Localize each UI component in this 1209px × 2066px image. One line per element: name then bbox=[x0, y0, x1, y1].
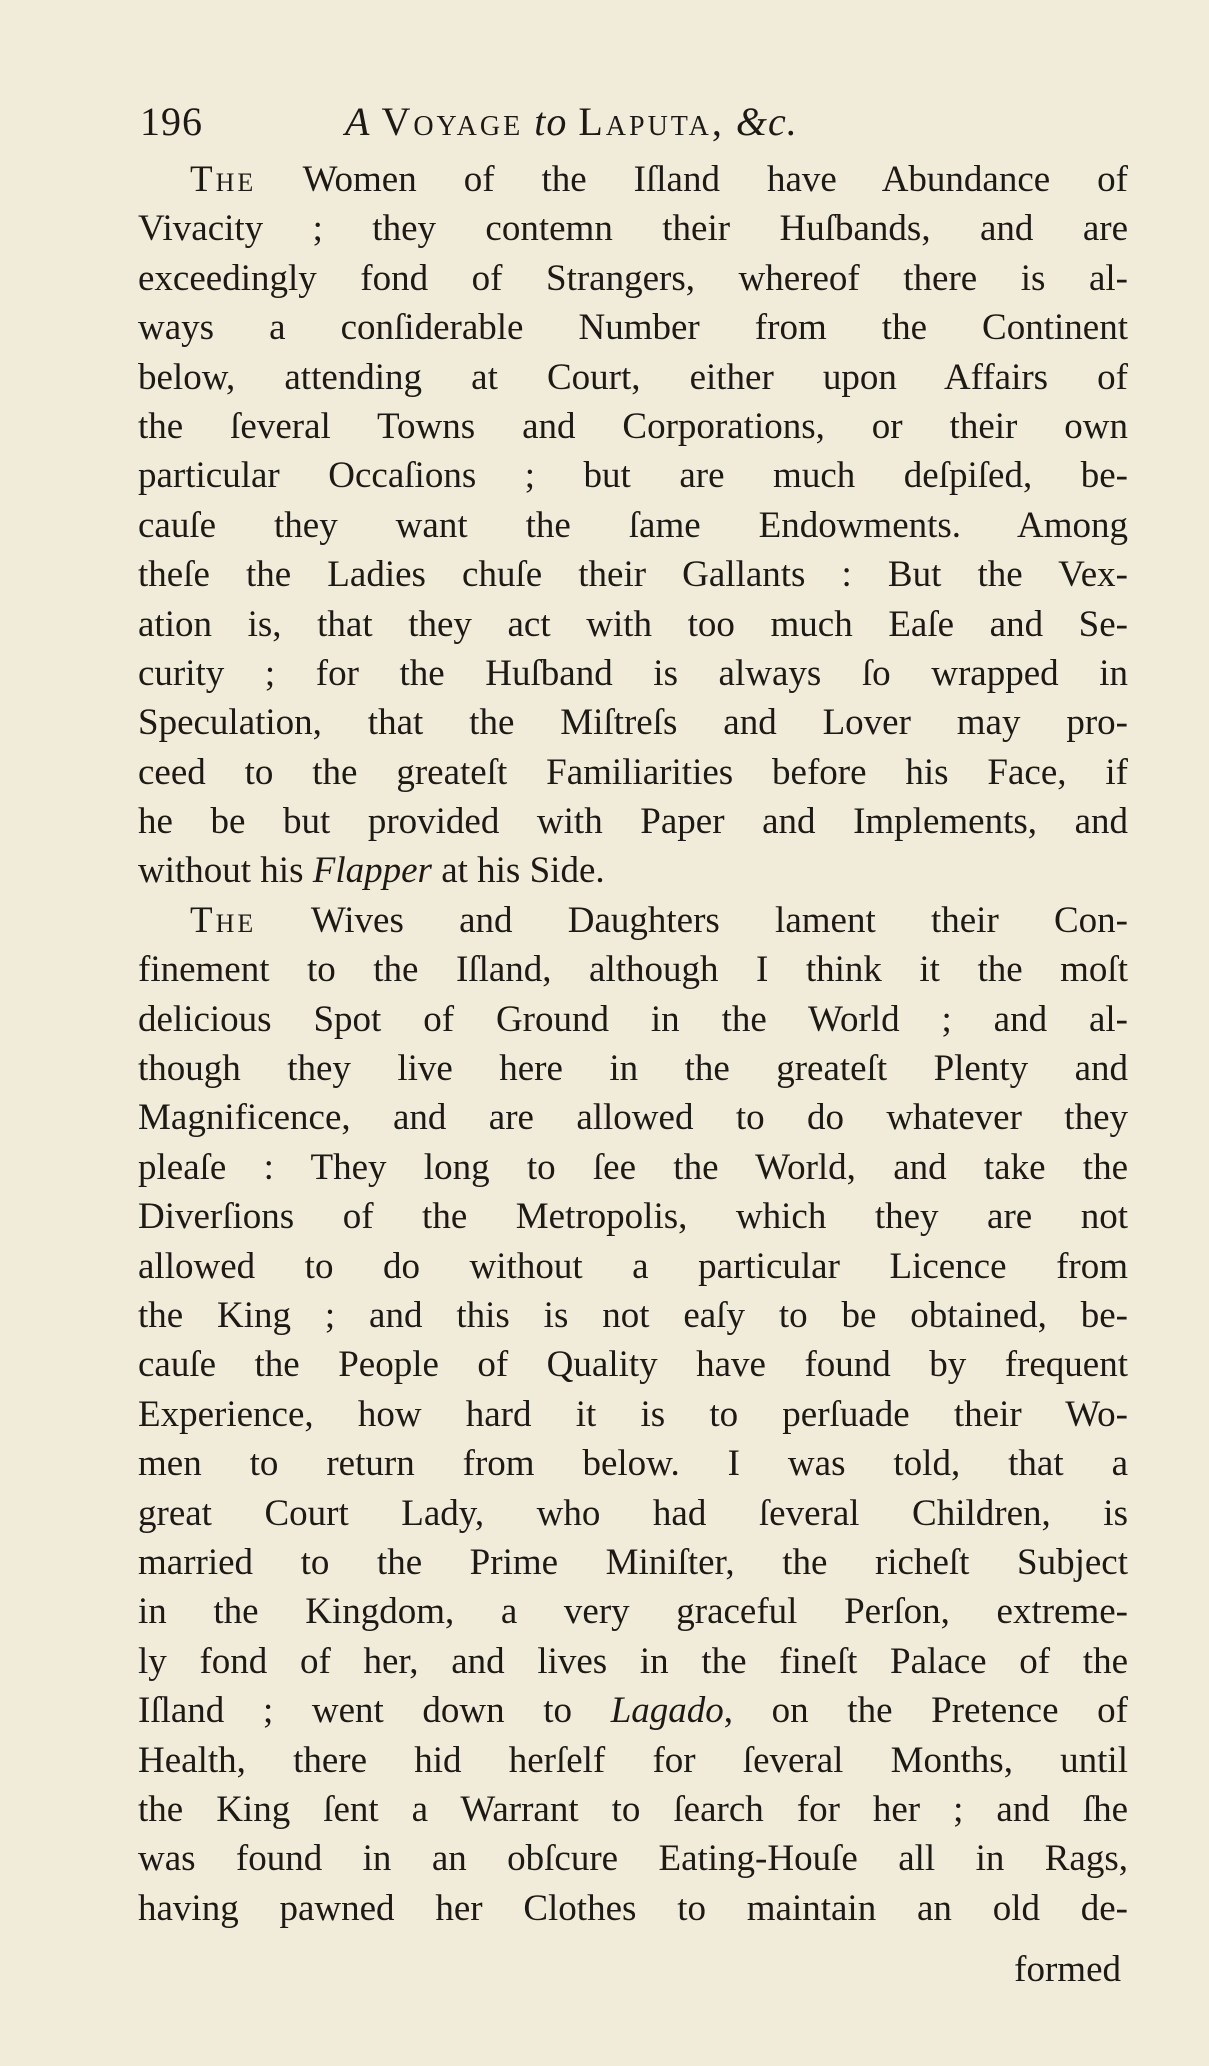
text-line: Speculation, that the Miſtreſs and Lover may pro- bbox=[138, 702, 1128, 744]
text-line: married to the Prime Miniſter, the richeſt Subject bbox=[138, 1541, 1128, 1583]
text-line: Magnificence, and are allowed to do whatever they bbox=[138, 1097, 1128, 1139]
text-line: though they live here in the greateſt Plenty and bbox=[138, 1048, 1128, 1090]
text-line bbox=[138, 155, 1128, 204]
line-text: Women of the Iſland have Abundance of bbox=[256, 159, 1128, 200]
text-line: great Court Lady, who had ſeveral Children, is bbox=[138, 1492, 1128, 1534]
text-line: in the Kingdom, a very graceful Perſon, extreme- bbox=[138, 1591, 1128, 1633]
text-line: pleaſe : They long to ſee the World, and take the bbox=[138, 1146, 1128, 1188]
text-line: ceed to the greateſt Familiarities before his Face, if bbox=[138, 751, 1128, 793]
line-text: Wives and Daughters lament their Con- bbox=[256, 899, 1128, 941]
text-line: allowed to do without a particular Licence from bbox=[138, 1245, 1128, 1287]
title-to: to bbox=[534, 99, 568, 144]
text-line: was found in an obſcure Eating-Houſe all in Rags, bbox=[138, 1838, 1128, 1880]
page-number: 196 bbox=[140, 99, 203, 144]
text-line bbox=[138, 1686, 1128, 1735]
text-line: finement to the Iſland, although I think it the moſt bbox=[138, 949, 1128, 991]
text-line: Health, there hid herſelf for ſeveral Months, until bbox=[138, 1739, 1128, 1781]
text-line: the King ſent a Warrant to ſearch for her ; and ſhe bbox=[138, 1788, 1128, 1830]
text-line: below, attending at Court, either upon Affairs of bbox=[138, 356, 1128, 398]
text-line bbox=[138, 896, 1128, 945]
text-line: theſe the Ladies chuſe their Gallants : But the Vex- bbox=[138, 554, 1128, 596]
text-line: ation is, that they act with too much Eaſe and Se- bbox=[138, 603, 1128, 645]
title-laputa: Laputa, bbox=[578, 99, 725, 144]
line-text: at his Side. bbox=[431, 850, 605, 892]
title-etc: &c. bbox=[735, 99, 798, 144]
catchword: formed bbox=[1014, 1949, 1121, 1990]
running-title bbox=[345, 92, 798, 152]
text-line: ways a conſiderable Number from the Continent bbox=[138, 307, 1128, 349]
paragraph-lead-word: The bbox=[190, 159, 257, 200]
text-line: Diverſions of the Metropolis, which they are not bbox=[138, 1196, 1128, 1238]
paragraph-women bbox=[138, 155, 1128, 896]
text-line: curity ; for the Huſband is always ſo wrapped in bbox=[138, 652, 1128, 694]
text-line: men to return from below. I was told, that a bbox=[138, 1443, 1128, 1485]
running-head bbox=[140, 92, 1130, 152]
paragraph-wives bbox=[138, 896, 1128, 1933]
text-line: exceedingly fond of Strangers, whereof there is al- bbox=[138, 257, 1128, 299]
text-line: Vivacity ; they contemn their Huſbands, and are bbox=[138, 208, 1128, 250]
text-line: having pawned her Clothes to maintain an old de- bbox=[138, 1887, 1128, 1929]
line-text: , on the Pretence of bbox=[723, 1690, 1128, 1732]
text-line: the King ; and this is not eaſy to be obtained, be- bbox=[138, 1294, 1128, 1336]
text-line: cauſe they want the ſame Endowments. Among bbox=[138, 504, 1128, 546]
line-text: Iſland ; went down to bbox=[138, 1690, 611, 1732]
text-line: ly fond of her, and lives in the fineſt Palace of the bbox=[138, 1640, 1128, 1682]
italic-term-flapper: Flapper bbox=[312, 850, 432, 892]
text-line: cauſe the People of Quality have found by frequent bbox=[138, 1344, 1128, 1386]
line-text: without his bbox=[138, 850, 313, 892]
text-line: particular Occaſions ; but are much deſpiſed, be- bbox=[138, 455, 1128, 497]
title-voyage: Voyage bbox=[381, 99, 524, 144]
title-article: A bbox=[345, 99, 371, 144]
text-line: delicious Spot of Ground in the World ; and al- bbox=[138, 998, 1128, 1040]
italic-place-lagado: Lagado bbox=[610, 1690, 724, 1732]
text-line bbox=[138, 846, 1128, 895]
text-line: Experience, how hard it is to perſuade their Wo- bbox=[138, 1393, 1128, 1435]
body-text bbox=[138, 155, 1128, 1933]
paragraph-lead-word: The bbox=[190, 899, 257, 941]
text-line: he be but provided with Paper and Implements, and bbox=[138, 801, 1128, 843]
text-line: the ſeveral Towns and Corporations, or their own bbox=[138, 405, 1128, 447]
